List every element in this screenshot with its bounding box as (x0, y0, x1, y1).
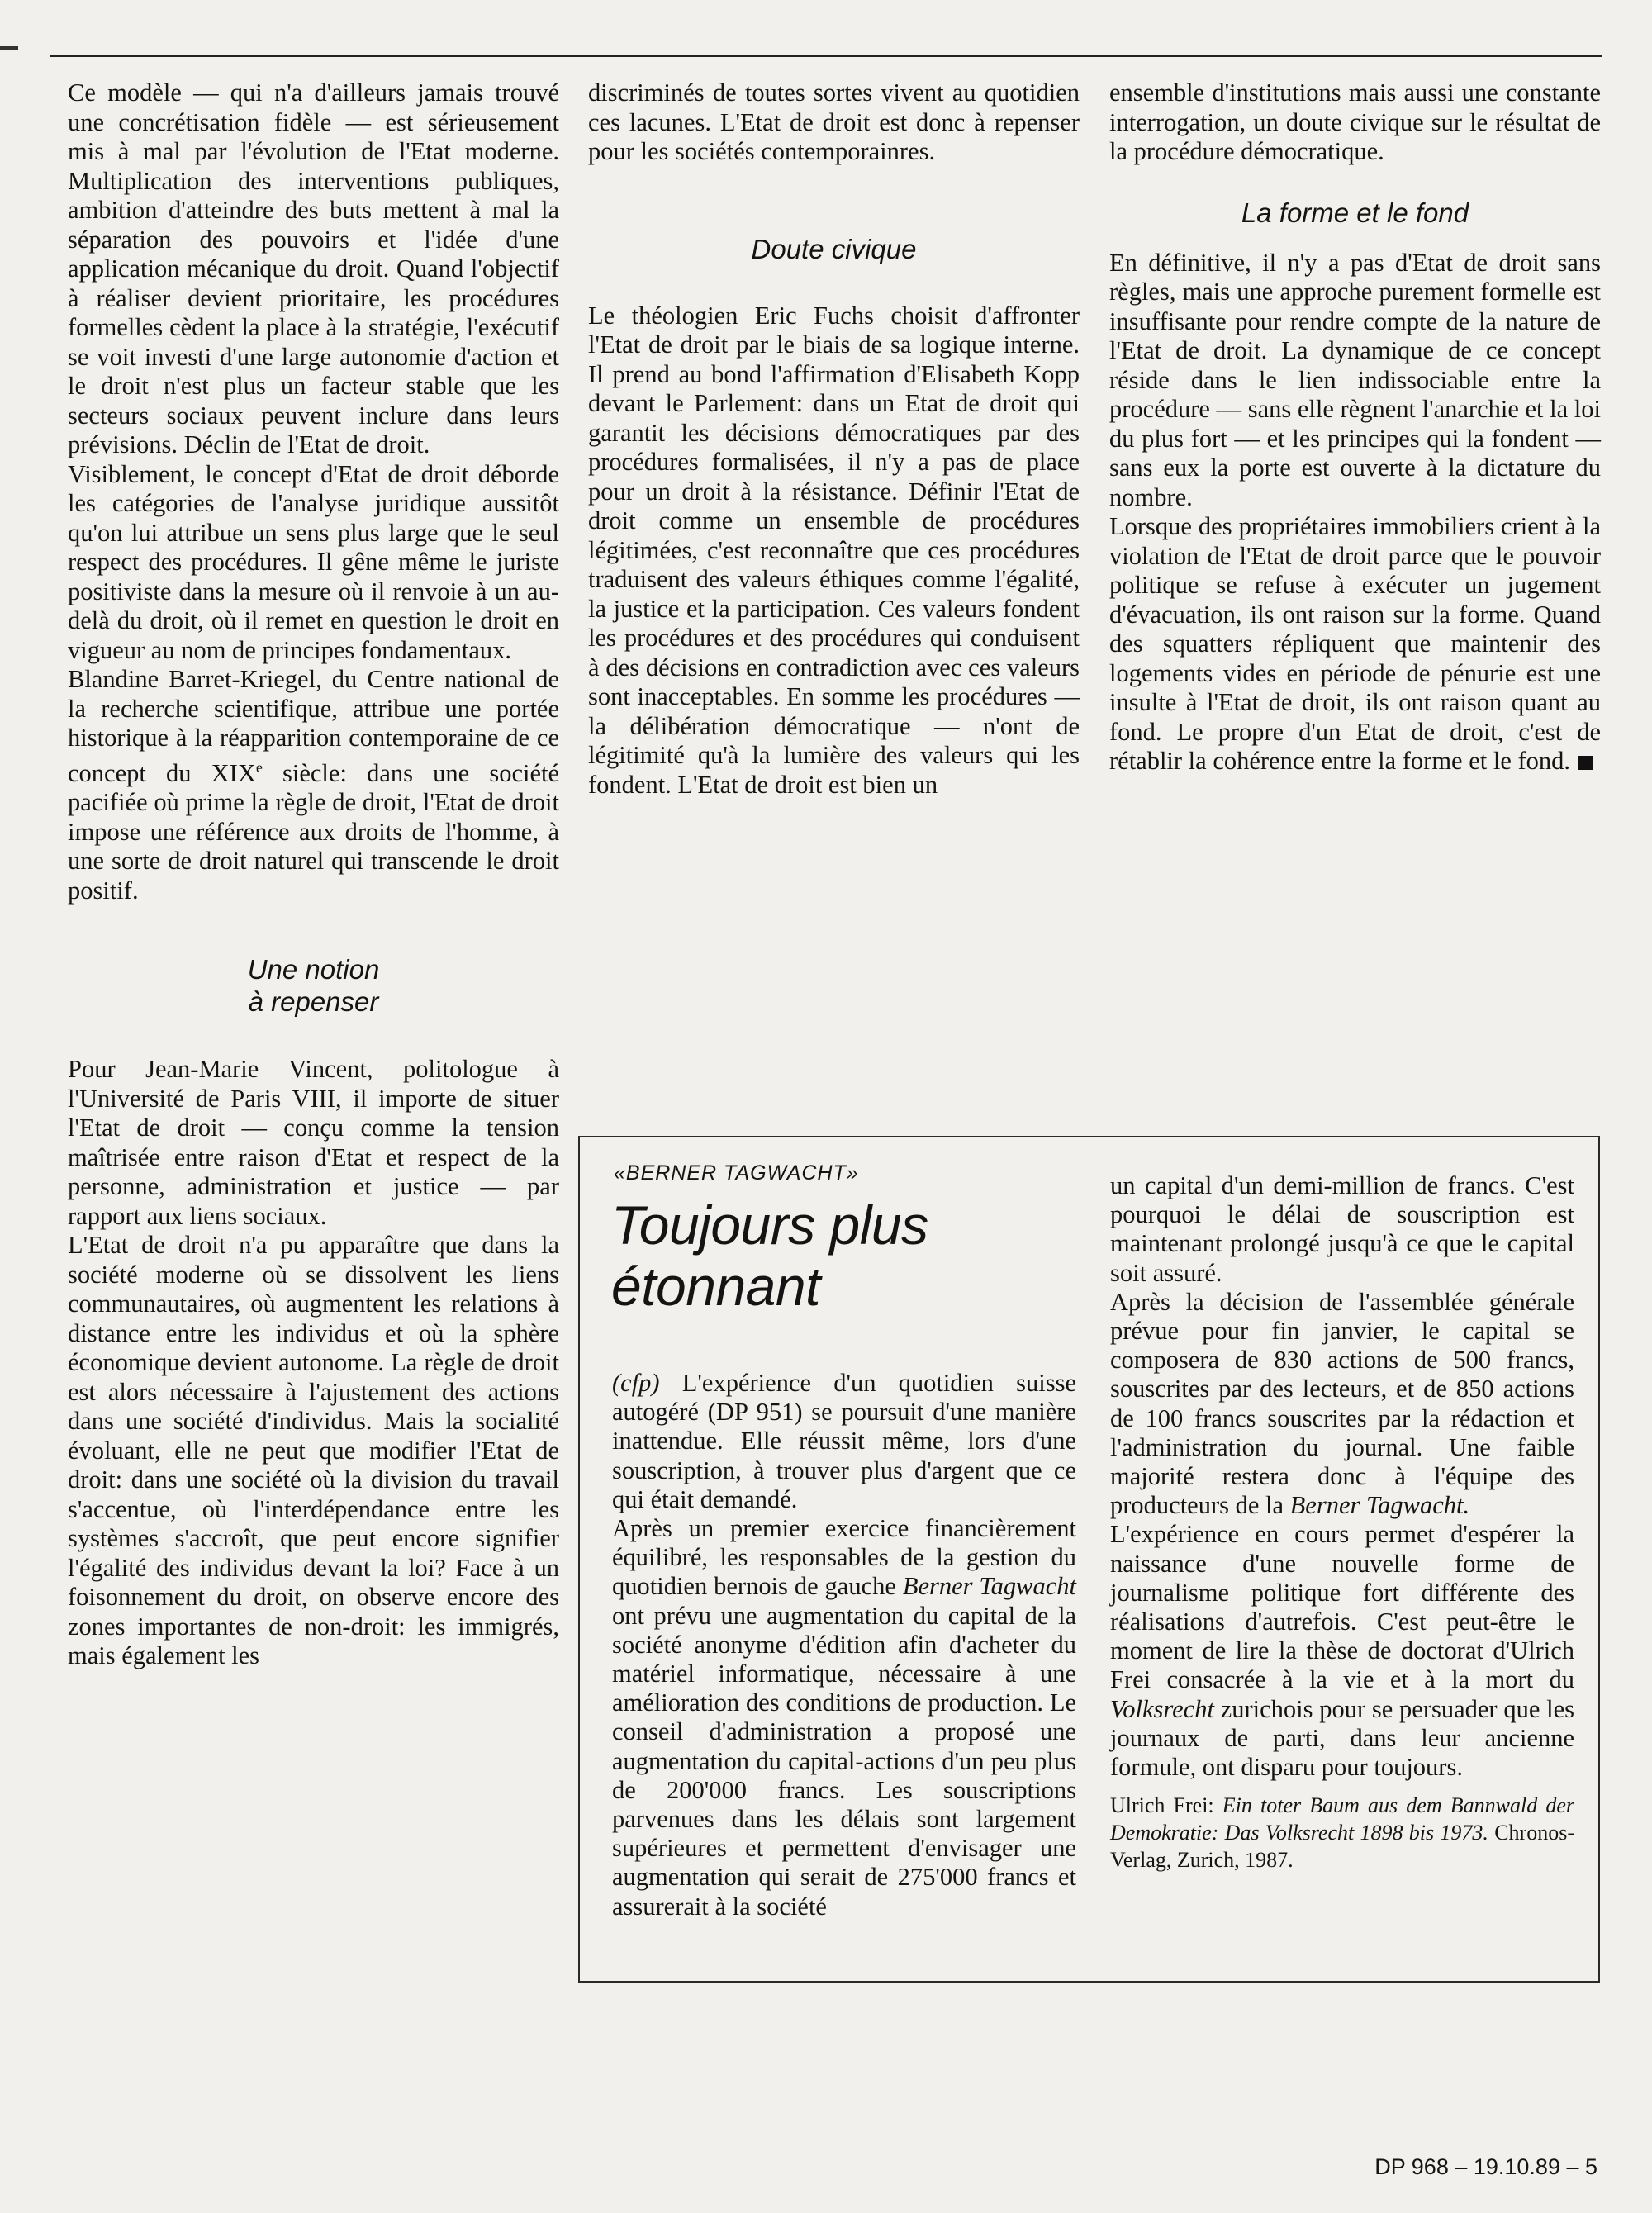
superscript: e (255, 758, 263, 776)
section-heading-line: Une notion (247, 954, 380, 985)
paragraph: Visiblement, le concept d'Etat de droit déborde les catégories de l'analyse juridique aussitôt qu'on lui attribue un sens plus large que le seul respect des procédures. Il gêne même le juriste positiviste dans la mesure où il renvoie à un au-delà du droit, où il remet en question le droit en vigueur au nom de principes fondamentaux. (68, 459, 559, 664)
paragraph-text: Blandine Barret-Kriegel, du Centre national de la recherche scientifique, attribue une portée historique à la réapparition contemporaine de ce concept du XIX (68, 665, 559, 787)
paragraph: Pour Jean-Marie Vincent, politologue à l'Université de Paris VIII, il importe de situer l'Etat de droit — conçu comme la tension maîtrisée entre raison d'Etat et respect de la personne, administration et justice — par rapport aux liens sociaux. (68, 1055, 559, 1230)
paragraph (612, 1514, 1076, 1921)
section-heading: Doute civique (751, 233, 917, 264)
paragraph-text: L'expérience d'un quotidien suisse autogéré (DP 951) se poursuit d'une manière inattendue. Elle réussit même, lors d'une souscription, à trouver plus d'argent que ce qui était demandé. (612, 1369, 1076, 1513)
section-heading (68, 953, 559, 1018)
section-heading: La forme et le fond (1241, 197, 1469, 228)
paragraph: un capital d'un demi-million de francs. C'est pourquoi le délai de souscription est maintenant prolongé jusqu'à ce que le capital soit assuré. (1110, 1171, 1574, 1287)
page-footer: DP 968 – 19.10.89 – 5 (1374, 2154, 1597, 2179)
title-line: étonnant (611, 1256, 820, 1317)
paragraph-text: siècle: dans une société pacifiée où prime la règle de droit, l'Etat de droit impose une référence aux droits de l'homme, à une sorte de droit naturel qui transcende le droit positif. (68, 758, 560, 905)
paragraph-text: Lorsque des propriétaires immobiliers crient à la violation de l'Etat de droit parce que le pouvoir politique se refuse à exécuter un jugement d'évacuation, ils ont raison sur la forme. Quand des squatters répliquent que maintenir des logements vides en période de pénurie est une insulte à l'Etat de droit, ils ont raison quant au fond. Le propre d'un Etat de droit, c'est de rétablir la cohérence entre la forme et le fond. (1109, 512, 1601, 775)
paragraph (1110, 1288, 1574, 1521)
reference-title: Ein toter Baum aus dem Bannwald der Demokratie: Das Volksrecht 1898 bis 1973. (1110, 1793, 1574, 1845)
paragraph: L'Etat de droit n'a pu apparaître que dans la société moderne où se dissolvent les liens communautaires, où augmentent les relations à distance entre les individus et où la sphère économique devient autonome. La règle de droit est alors nécessaire à l'ajustement des actions dans une société d'individus. Mais la socialité évoluant, elle ne peut que modifier l'Etat de droit: dans une société où la division du travail s'accentue, où l'interdépendance entre les systèmes s'accroît, que peut encore signifier l'égalité des individus devant la loi? Face à un foisonnement du droit, on observe encore des zones importantes de non-droit: les immigrés, mais également les (68, 1231, 559, 1670)
article-column-2 (588, 78, 1080, 800)
paragraph-text: Après la décision de l'assemblée générale prévue pour fin janvier, le capital se composera de 830 actions de 500 francs, souscrites par des lecteurs, et de 850 actions de 100 francs souscrites par la rédaction et l'administration du journal. Une faible majorité restera donc à l'équipe des producteurs de la (1110, 1287, 1574, 1520)
section-heading-line: à repenser (248, 986, 379, 1018)
boxed-article-title (611, 1194, 1107, 1317)
paragraph: Le théologien Eric Fuchs choisit d'affronter l'Etat de droit par le biais de sa logique interne. Il prend au bond l'affirmation d'Elisabeth Kopp devant le Parlement: dans un Etat de droit qui garantit les décisions démocratiques par des procédures formalisées, il n'y a pas de place pour un droit à la résistance. Définir l'Etat de droit comme un ensemble de procédures légitimées, c'est reconnaître que ces procédures traduisent des valeurs éthiques comme l'égalité, la justice et la participation. Ces valeurs fondent les procédures et des procédures qui conduisent à des décisions en contradiction avec ces valeurs sont inacceptables. En somme les procédures — la délibération démocratique — n'ont de légitimité qu'à la lumière des valeurs qui les fondent. L'Etat de droit est bien un (588, 301, 1080, 799)
newspaper-name: Berner Tagwacht. (1289, 1491, 1470, 1520)
newspaper-name: Berner Tagwacht (902, 1572, 1076, 1601)
paragraph: Ce modèle — qui n'a d'ailleurs jamais trouvé une concrétisation fidèle — est sérieusement mis à mal par l'évolution de l'Etat moderne. Multiplication des interventions publiques, ambition d'atteindre des buts mettent à mal la séparation des pouvoirs et l'idée d'une application mécanique du droit. Quand l'objectif à réaliser devient prioritaire, les procédures formelles cèdent la place à la stratégie, l'exécutif se voit investi d'une large autonomie d'action et le droit n'est plus un facteur stable que les secteurs sociaux peuvent inclure dans leurs prévisions. Déclin de l'Etat de droit. (68, 78, 559, 458)
paragraph (1109, 512, 1601, 776)
article-column-3 (1109, 78, 1601, 776)
top-rule (50, 55, 1602, 57)
paragraph (612, 1369, 1076, 1514)
article-column-1 (68, 78, 559, 1671)
reference-publisher: Chronos-Verlag, Zurich, 1987. (1110, 1821, 1574, 1873)
source-tag: (cfp) (612, 1369, 660, 1397)
crop-mark (0, 46, 18, 50)
boxed-article-column-1 (612, 1369, 1076, 1921)
paragraph (68, 665, 559, 905)
paragraph-text: L'expérience en cours permet d'espérer la naissance d'une nouvelle forme de journalisme politique fort différente des réalisations d'autrefois. C'est peut-être le moment de lire la thèse de doctorat d'Ulrich Frei consacrée à la vie et à la mort du (1110, 1520, 1574, 1694)
paragraph-text: ont prévu une augmentation du capital de la société anonyme d'édition afin d'acheter du matériel informatique, nécessaire à une amélioration des conditions de production. Le conseil d'administration a proposé une augmentation du capital-actions d'un peu plus de 200'000 francs. Les souscriptions parvenues dans les délais sont largement supérieures et permettent d'envisager une augmentation qui serait de 275'000 francs et assurerait à la société (612, 1601, 1076, 1921)
paragraph-text: zurichois pour se persuader que les journaux de parti, dans leur ancienne formule, ont disparu pour toujours. (1110, 1694, 1574, 1782)
newspaper-name: Volksrecht (1110, 1694, 1214, 1723)
paragraph (1110, 1520, 1574, 1782)
boxed-article-column-2 (1110, 1171, 1574, 1873)
end-of-article-mark (1578, 756, 1593, 770)
title-line: Toujours plus (611, 1194, 928, 1256)
paragraph: En définitive, il n'y a pas d'Etat de droit sans règles, mais une approche purement formelle est insuffisante pour rendre compte de la nature de l'Etat de droit. La dynamique de ce concept réside dans le lien indissociable entre la procédure — sans elle règnent l'anarchie et la loi du plus fort — et les principes qui la fondent — sans eux la porte est ouverte à la dictature du nombre. (1109, 248, 1601, 511)
bibliographic-reference (1110, 1792, 1574, 1873)
paragraph-text: Après un premier exercice financièrement équilibré, les responsables de la gestion du quotidien bernois de gauche (612, 1514, 1076, 1601)
boxed-article-kicker: «BERNER TAGWACHT» (614, 1161, 859, 1185)
paragraph: ensemble d'institutions mais aussi une constante interrogation, un doute civique sur le résultat de la procédure démocratique. (1109, 78, 1601, 165)
reference-author: Ulrich Frei: (1110, 1793, 1222, 1818)
paragraph: discriminés de toutes sortes vivent au quotidien ces lacunes. L'Etat de droit est donc à repenser pour les sociétés contemporainres. (588, 78, 1080, 165)
